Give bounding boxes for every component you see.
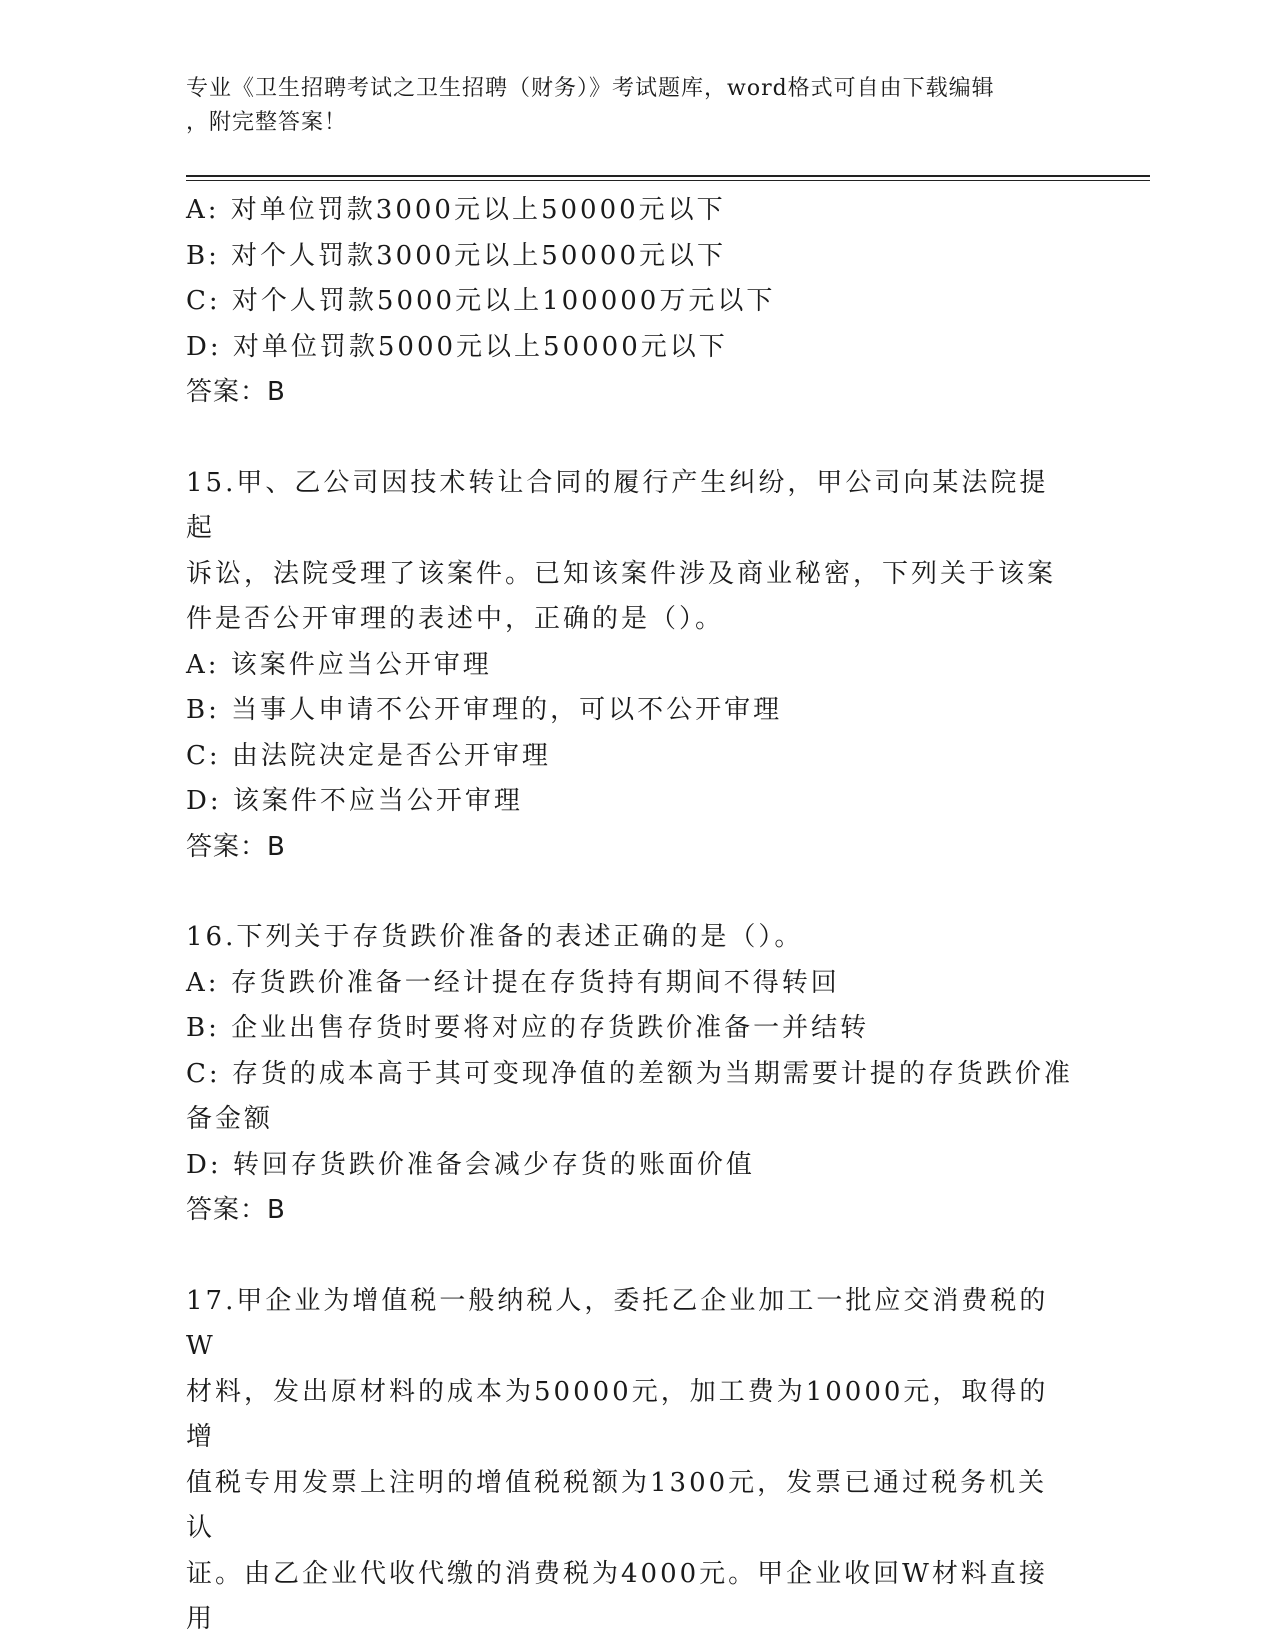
q16-option-c-continued: 备金额 <box>186 1104 274 1134</box>
q16-answer: 答案：B <box>186 1195 286 1225</box>
q14-option-c: C: 对个人罚款5000元以上100000万元以下 <box>186 286 776 316</box>
spacer <box>186 1234 1076 1279</box>
q15-option-a: A: 该案件应当公开审理 <box>186 649 492 680</box>
q15-answer: 答案：B <box>186 831 286 862</box>
q16-option-c: C: 存货的成本高于其可变现净值的差额为当期需要计提的存货跌价准 <box>186 1058 1073 1089</box>
question-17-block <box>186 1279 1076 1643</box>
header-line-2: ，附完整答案！ <box>186 110 348 135</box>
question-14-block <box>186 188 1076 416</box>
q16-option-b: B: 企业出售存货时要将对应的存货跌价准备一并结转 <box>186 1013 870 1043</box>
q15-option-b: B: 当事人申请不公开审理的，可以不公开审理 <box>186 695 783 725</box>
q15-option-c: C: 由法院决定是否公开审理 <box>186 740 551 771</box>
q15-stem-line-1: 15.甲、乙公司因技术转让合同的履行产生纠纷，甲公司向某法院提起 <box>186 467 1049 543</box>
header-line-1: 专业《卫生招聘考试之卫生招聘（财务）》考试题库，word格式可自由下载编辑 <box>186 76 995 101</box>
q14-option-d: D: 对单位罚款5000元以上50000元以下 <box>186 331 728 362</box>
q16-option-d: D: 转回存货跌价准备会减少存货的账面价值 <box>186 1149 755 1180</box>
q14-answer: 答案：B <box>186 377 286 407</box>
document-header <box>186 72 1076 140</box>
q16-option-a: A: 存货跌价准备一经计提在存货持有期间不得转回 <box>186 967 840 998</box>
question-15-block <box>186 461 1076 871</box>
q17-stem-line-4: 证。由乙企业代收代缴的消费税为4000元。甲企业收回W材料直接用 <box>186 1558 1048 1634</box>
q14-option-b: B: 对个人罚款3000元以上50000元以下 <box>186 240 727 271</box>
spacer <box>186 870 1076 915</box>
q14-option-a: A: 对单位罚款3000元以上50000元以下 <box>186 195 726 225</box>
q16-stem-line-1: 16.下列关于存货跌价准备的表述正确的是（）。 <box>186 922 804 952</box>
q15-stem-line-3: 件是否公开审理的表述中，正确的是（）。 <box>186 604 725 634</box>
q17-stem-line-1: 17.甲企业为增值税一般纳税人，委托乙企业加工一批应交消费税的W <box>186 1285 1049 1361</box>
q15-stem-line-2: 诉讼，法院受理了该案件。已知该案件涉及商业秘密，下列关于该案 <box>186 558 1057 589</box>
question-content <box>186 188 1076 1643</box>
spacer <box>186 416 1076 461</box>
q15-option-d: D: 该案件不应当公开审理 <box>186 786 523 816</box>
question-16-block <box>186 915 1076 1234</box>
header-divider-thick <box>186 175 1150 177</box>
header-divider-thin <box>186 180 1150 181</box>
q17-stem-line-3: 值税专用发票上注明的增值税税额为1300元，发票已通过税务机关认 <box>186 1467 1048 1543</box>
q17-stem-line-2: 材料，发出原材料的成本为50000元，加工费为10000元，取得的增 <box>186 1376 1049 1452</box>
